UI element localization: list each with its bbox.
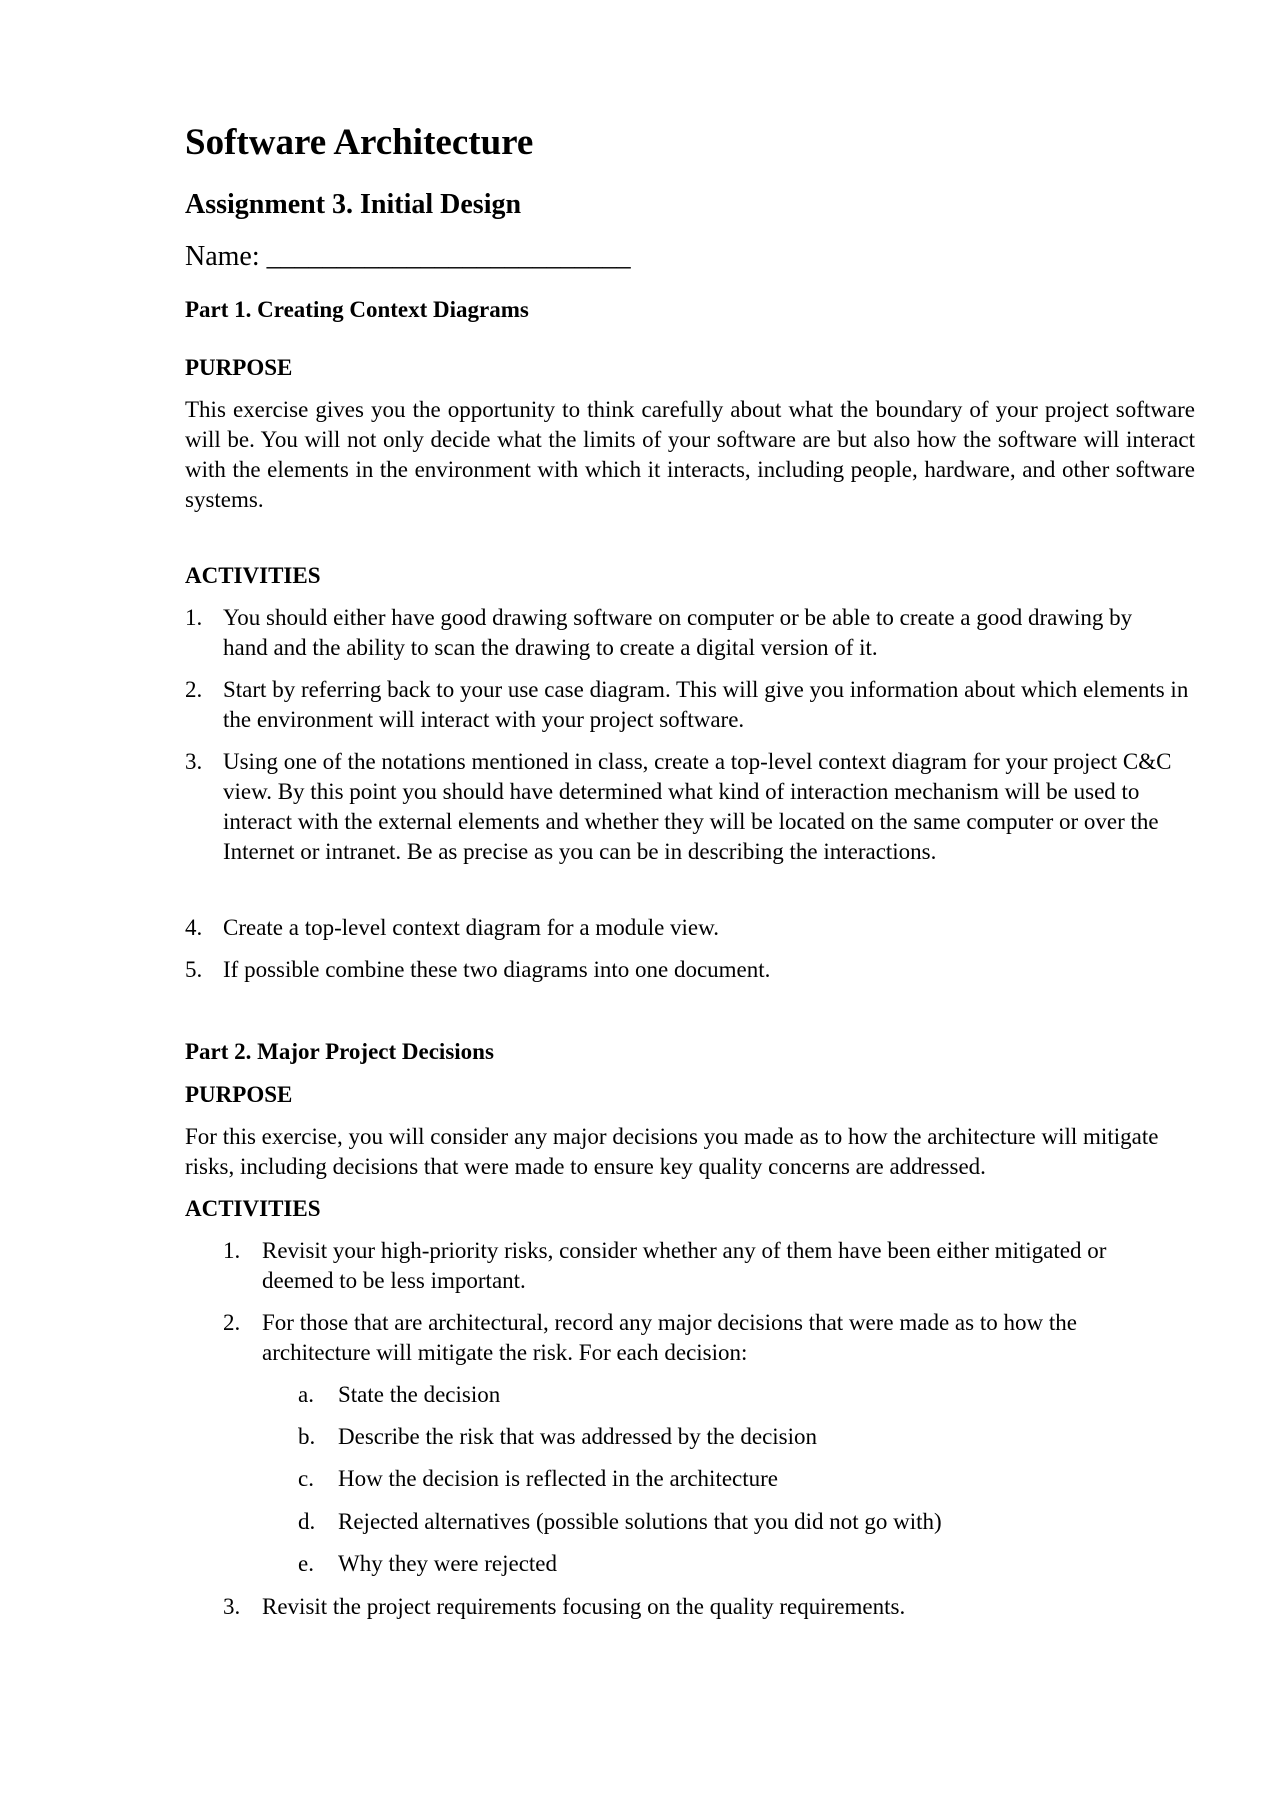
list-item-number: 3. — [185, 749, 203, 774]
sub-list-item-text: Describe the risk that was addressed by the decision — [338, 1424, 818, 1449]
sub-list-item-letter: d. — [298, 1509, 316, 1534]
part1-heading: Part 1. Creating Context Diagrams — [185, 297, 529, 322]
list-item-number: 2. — [223, 1310, 241, 1335]
list-item-text: Create a top-level context diagram for a module view. — [223, 915, 720, 940]
part2-activities-label: ACTIVITIES — [185, 1196, 321, 1221]
part1-purpose-label: PURPOSE — [185, 355, 293, 380]
sub-list-item-letter: b. — [298, 1424, 316, 1449]
sub-list-item-text: How the decision is reflected in the architecture — [338, 1466, 779, 1491]
name-field-line: Name: __________________________ — [185, 241, 631, 272]
list-item-text: If possible combine these two diagrams into one document. — [223, 957, 771, 982]
part2-purpose-label: PURPOSE — [185, 1082, 293, 1107]
part2-heading: Part 2. Major Project Decisions — [185, 1039, 494, 1064]
list-item-text: Revisit the project requirements focusing on the quality requirements. — [262, 1594, 906, 1619]
sub-list-item-letter: c. — [298, 1466, 314, 1491]
part1-purpose-text: This exercise gives you the opportunity to think carefully about what the boundary of your project software will be. You will not only decide what the limits of your software are but also how the software will interact with the elements in the environment with which it interacts, including people, hardware, and other software systems. — [185, 397, 1195, 512]
sub-list-item-text: State the decision — [338, 1382, 501, 1407]
part1-activities-label: ACTIVITIES — [185, 563, 321, 588]
sub-list-item-letter: e. — [298, 1551, 314, 1576]
list-item-text: Using one of the notations mentioned in class, create a top-level context diagram for your project C&C view. By this point you should have determined what kind of interaction mechanism will be used to interact with the external elements and whether they will be located on the same computer or over the Internet or intranet. Be as precise as you can be in describing the interactions. — [223, 749, 1172, 864]
list-item-text: Start by referring back to your use case diagram. This will give you information about which elements in the environment will interact with your project software. — [223, 677, 1189, 732]
sub-list-item-letter: a. — [298, 1382, 314, 1407]
list-item-number: 4. — [185, 915, 203, 940]
list-item-number: 1. — [223, 1238, 241, 1263]
list-item-text: For those that are architectural, record any major decisions that were made as to how the architecture will mitigate the risk. For each decision: — [262, 1310, 1077, 1365]
part2-purpose-text: For this exercise, you will consider any major decisions you made as to how the architecture will mitigate risks, including decisions that were made to ensure key quality concerns are addressed. — [185, 1124, 1159, 1179]
assignment-subtitle: Assignment 3. Initial Design — [185, 189, 522, 220]
list-item-number: 5. — [185, 957, 203, 982]
list-item-number: 2. — [185, 677, 203, 702]
list-item-text: Revisit your high-priority risks, consider whether any of them have been either mitigated or deemed to be less important. — [262, 1238, 1107, 1293]
list-item-text: You should either have good drawing software on computer or be able to create a good drawing by hand and the ability to scan the drawing to create a digital version of it. — [223, 605, 1133, 660]
list-item-number: 3. — [223, 1594, 241, 1619]
list-item-number: 1. — [185, 605, 203, 630]
document-title: Software Architecture — [185, 122, 534, 163]
sub-list-item-text: Rejected alternatives (possible solutions that you did not go with) — [338, 1509, 942, 1534]
sub-list-item-text: Why they were rejected — [338, 1551, 558, 1576]
